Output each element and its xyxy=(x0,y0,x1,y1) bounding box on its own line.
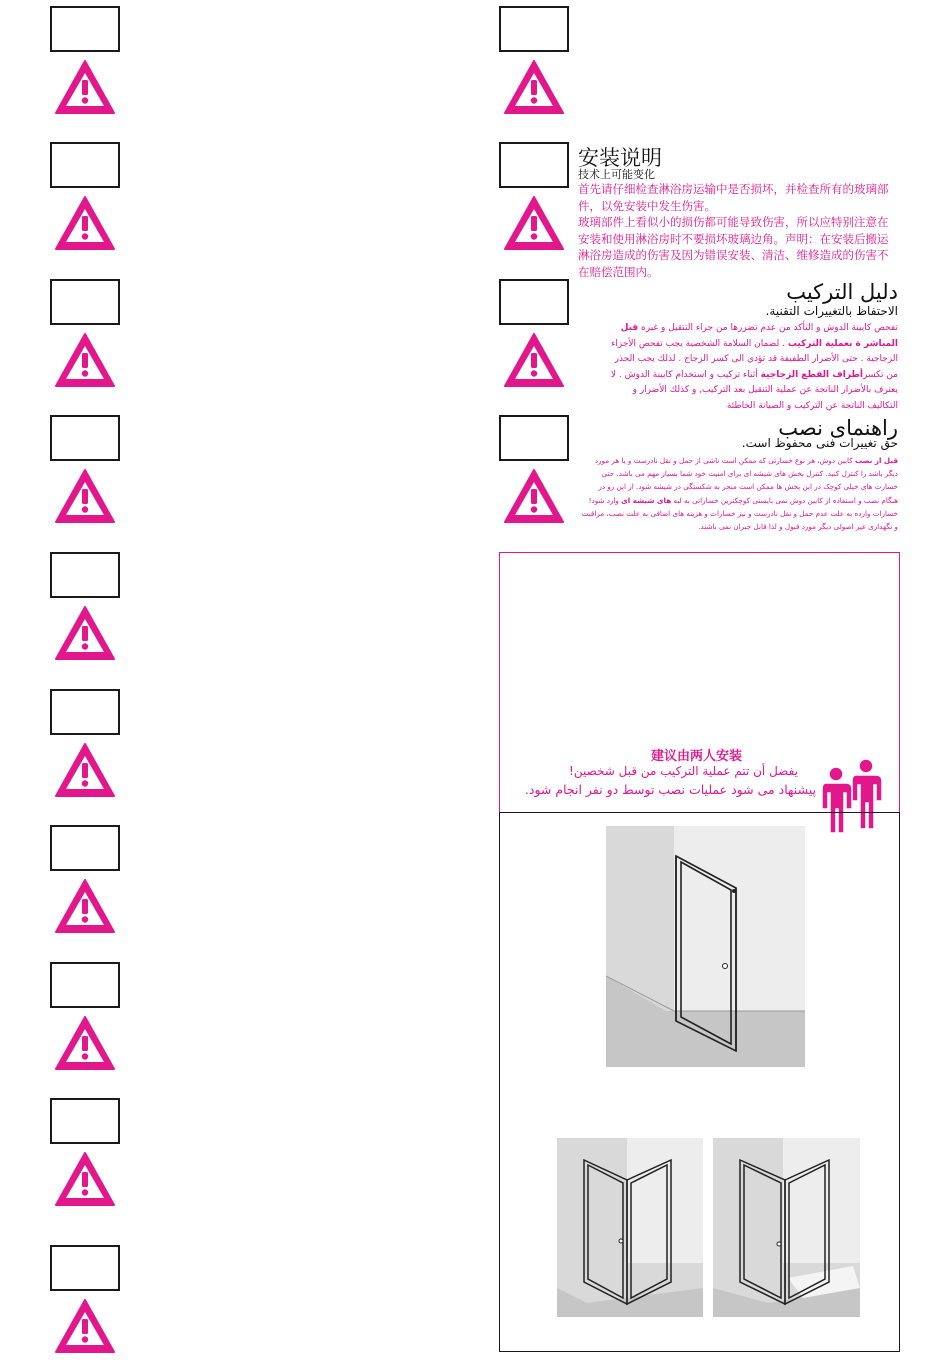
shower-door-front-figure xyxy=(606,826,805,1067)
check-box[interactable] xyxy=(50,142,120,188)
check-box[interactable] xyxy=(50,962,120,1008)
zh-paragraph: 玻璃部件上看似小的损伤都可能导致伤害，所以应特别注意在安装和使用淋浴房时不要损坏玻璃边角。声明：在安装后搬运淋浴房造成的伤害及因为错误安装、清洁、维修造成的伤害不在赔偿范围内。 xyxy=(578,215,889,279)
corner-entry-figure-right xyxy=(713,1138,860,1317)
warning-triangle-icon xyxy=(54,332,116,388)
warning-triangle-icon xyxy=(54,742,116,798)
warning-triangle-icon xyxy=(54,878,116,934)
warning-triangle-icon xyxy=(54,1298,116,1354)
check-box[interactable] xyxy=(50,415,120,461)
check-box[interactable] xyxy=(50,1098,120,1144)
warning-triangle-icon xyxy=(54,59,116,115)
fa-body: قبل از نصب کابین دوش، هر نوع خسارتی که ممکن است ناشی از حمل و نقل نادرست و یا هر مورد دیگر باشد را کنترل کنید. کنترل بخش های شیشه ای برای امنیت خود شما بسیار مهم می باشد. حتی خسارت های خیلی کوچک در این بخش ها ممکن است منجر به شکستگی در شیشه شود. از این رو در هنگام نصب و استفاده از کابین دوش نمی بایستی کوچکترین خساراتی به لبه های شیشه ای وارد شود! خسارات وارده به علت عدم حمل و نقل نادرست و نیز خسارات و هزینه های اضافی به علت نصب، مراقبت و نگهداری غیر اصولی دیگر مورد قبول و لذا قابل جبران نمی باشند. xyxy=(581,456,898,532)
warning-triangle-icon xyxy=(503,468,565,524)
warning-triangle-icon xyxy=(54,1151,116,1207)
fa-subtitle: حق تغییرات فنی محفوظ است. xyxy=(741,436,898,450)
zh-body xyxy=(578,181,896,280)
warning-triangle-icon xyxy=(503,195,565,251)
check-box[interactable] xyxy=(50,1245,120,1291)
check-box[interactable] xyxy=(50,825,120,871)
check-box[interactable] xyxy=(50,6,120,52)
check-box[interactable] xyxy=(499,279,569,325)
warning-triangle-icon xyxy=(54,468,116,524)
ar-line: التكاليف الناتجة عن التركيب و الصيانة الخاطئة xyxy=(726,400,898,411)
two-person-zh: 建议由两人安装 xyxy=(650,749,742,764)
fa-title: راهنمای نصب xyxy=(778,416,898,440)
ar-body xyxy=(586,321,898,415)
check-box[interactable] xyxy=(499,142,569,188)
two-person-fa: پیشنهاد می شود عملیات نصب توسط دو نفر انجام شود. xyxy=(524,782,816,797)
zh-paragraph: 首先请仔细检查淋浴房运输中是否损坏，并检查所有的玻璃部件，以免安装中发生伤害。 xyxy=(578,182,889,213)
ar-line: المباشر ة بعملية التركيب . لضمان السلامة الشخصية يجب تفحص الأجزاء xyxy=(611,338,898,349)
two-person-ar: يفضل أن تتم عملية التركيب من قبل شخصين! xyxy=(569,764,798,778)
zh-subtitle: 技术上可能变化 xyxy=(578,168,655,181)
ar-line: يعترف بالأضرار الناتجة عن عملية التنقيل بعد التركيب, و كذلك الأضرار و xyxy=(632,385,898,396)
check-box[interactable] xyxy=(499,6,569,52)
warning-triangle-icon xyxy=(54,605,116,661)
zh-title: 安装说明 xyxy=(578,146,662,170)
corner-entry-figure-left xyxy=(557,1138,703,1317)
ar-line: الزجاجية . حتى الأضرار الطفيفة قد تؤدي الى كسر الزجاج . لذلك يجب الحذر xyxy=(614,354,898,365)
ar-title: دليل التركيب xyxy=(786,280,898,304)
ar-line: تفحص كابينة الدوش و التأكد من عدم تضررها من جراء التنقيل و غيره قبل xyxy=(620,323,898,333)
check-box[interactable] xyxy=(50,552,120,598)
check-box[interactable] xyxy=(50,279,120,325)
warning-triangle-icon xyxy=(54,1015,116,1071)
ar-subtitle: الاحتفاظ بالتغييرات التقنية. xyxy=(765,304,898,318)
warning-triangle-icon xyxy=(54,195,116,251)
check-box[interactable] xyxy=(499,415,569,461)
check-box[interactable] xyxy=(50,689,120,735)
warning-triangle-icon xyxy=(503,332,565,388)
fa-lead: قبل از نصب xyxy=(854,456,898,465)
warning-triangle-icon xyxy=(503,59,565,115)
ar-line: من تكسرأطراف القطع الزجاجية أثناء تركيب و استخدام كابينة الدوش . لا xyxy=(610,369,898,380)
